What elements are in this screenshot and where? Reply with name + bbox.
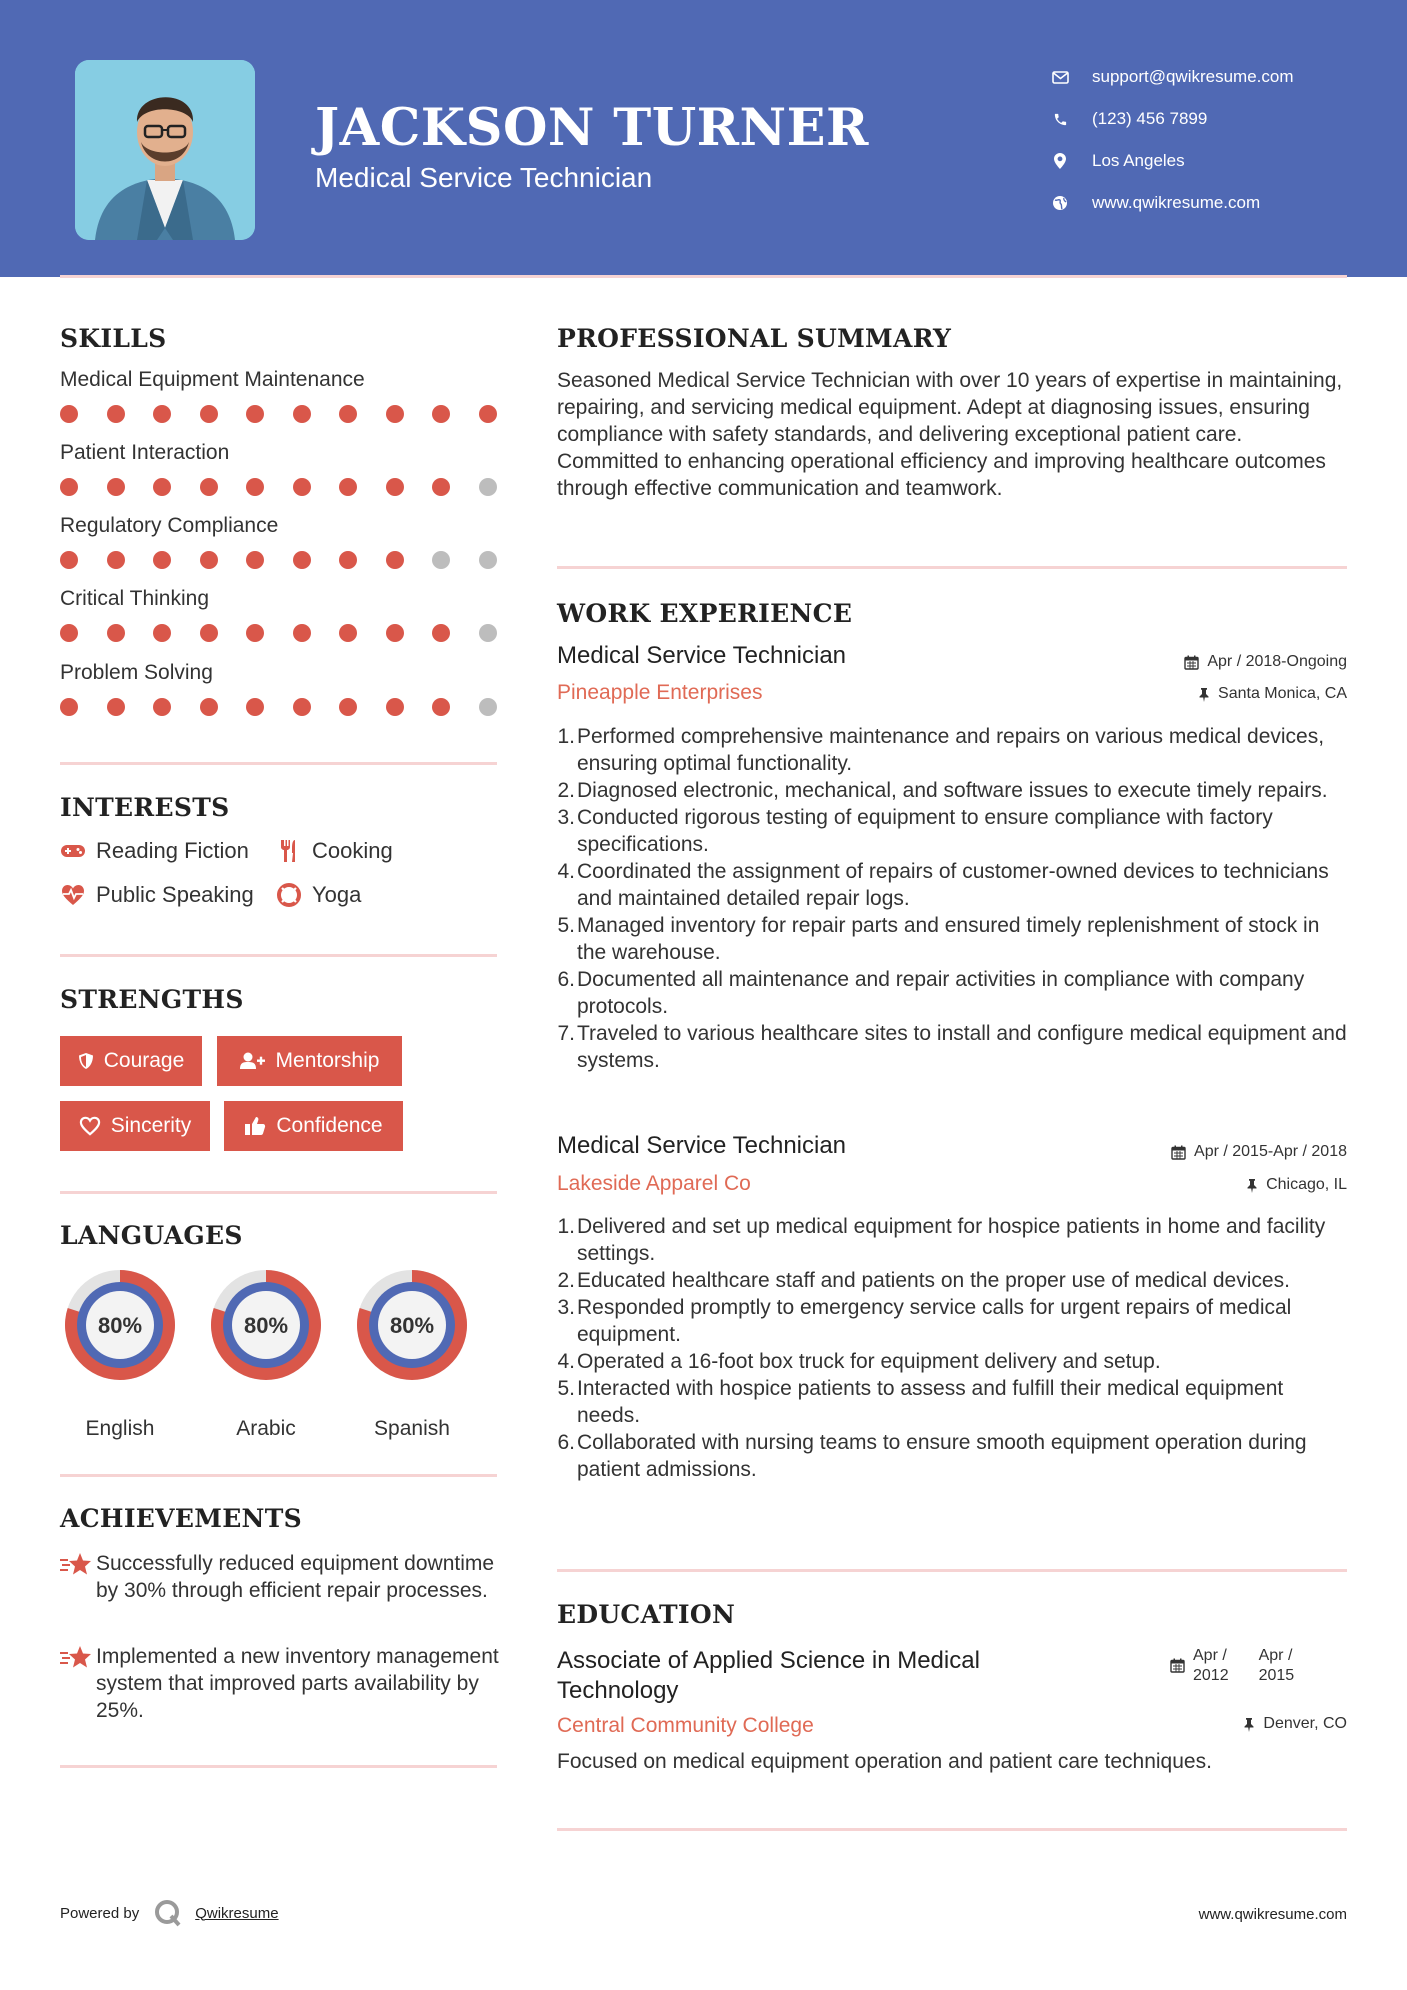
calendar-icon xyxy=(1184,655,1199,670)
pushpin-icon xyxy=(1198,687,1210,702)
achievement-text: Implemented a new inventory management system that improved parts availability by 25%. xyxy=(96,1645,499,1722)
bullet-number: 7. xyxy=(557,1022,575,1045)
candidate-name: JACKSON TURNER xyxy=(315,98,869,158)
heart-icon xyxy=(79,1116,101,1136)
summary-text: Seasoned Medical Service Technician with over 10 years of expertise in maintaining, repairing, and servicing medical equipment. Adept at diagnosing issues, ensuring compliance with safety standards, and delivering exceptional patient care. Committed to enhancing operational efficiency and improving healthcare outcomes through effective communication and teamwork. xyxy=(557,369,1343,500)
summary-title: PROFESSIONAL SUMMARY xyxy=(557,324,952,353)
language-name: English xyxy=(85,1417,155,1440)
job-bullet xyxy=(557,1213,1347,1267)
languages-title: LANGUAGES xyxy=(60,1221,243,1250)
skill-dot-filled xyxy=(386,478,404,496)
language-percent: 80% xyxy=(389,1313,435,1338)
strength-label: Confidence xyxy=(276,1114,383,1137)
job-title: Medical Service Technician xyxy=(557,642,847,669)
phone-icon xyxy=(1050,109,1070,129)
education-start-year: 2012 xyxy=(1193,1667,1229,1684)
bullet-text: Documented all maintenance and repair activities in compliance with company protocols. xyxy=(577,968,1305,1018)
skill-dot-filled xyxy=(293,551,311,569)
achievement-text: Successfully reduced equipment downtime by 30% through efficient repair processes. xyxy=(96,1552,495,1602)
job-location-text: Chicago, IL xyxy=(1266,1176,1347,1193)
strength-badge xyxy=(60,1101,210,1151)
bullet-number: 6. xyxy=(557,968,575,991)
skill-dot-empty xyxy=(432,551,450,569)
skill-dot-filled xyxy=(386,624,404,642)
skill-rating xyxy=(60,478,500,498)
contact-email-text: support@qwikresume.com xyxy=(1092,67,1294,86)
bullet-text: Collaborated with nursing teams to ensure smooth equipment operation during patient admissions. xyxy=(577,1431,1307,1481)
powered-by-text: Powered by xyxy=(60,1904,140,1922)
job-location xyxy=(1246,1176,1347,1194)
strength-label: Sincerity xyxy=(110,1114,192,1137)
strengths-title: STRENGTHS xyxy=(60,985,244,1014)
contact-phone-text: (123) 456 7899 xyxy=(1092,109,1208,128)
candidate-role: Medical Service Technician xyxy=(315,162,653,193)
job-bullets xyxy=(557,1213,1347,1483)
contact-location xyxy=(1050,140,1294,182)
skill-dot-filled xyxy=(293,624,311,642)
bullet-number: 6. xyxy=(557,1431,575,1454)
qwikresume-logo-icon xyxy=(153,1898,183,1928)
shield-icon xyxy=(78,1052,94,1070)
skill-dot-filled xyxy=(432,405,450,423)
school-name: Central Community College xyxy=(557,1714,814,1737)
language-name: Spanish xyxy=(374,1417,450,1440)
profile-photo xyxy=(75,60,255,240)
section-divider xyxy=(557,1828,1347,1831)
skill-dot-filled xyxy=(339,478,357,496)
language-ring xyxy=(350,1263,474,1387)
skill-dot-empty xyxy=(479,698,497,716)
job-dates-text: Apr / 2015-Apr / 2018 xyxy=(1194,1143,1347,1160)
interest-item xyxy=(60,838,249,864)
section-divider xyxy=(557,1569,1347,1572)
education-dates xyxy=(1170,1646,1324,1686)
education-end-year: 2015 xyxy=(1258,1667,1295,1684)
contact-location-text: Los Angeles xyxy=(1092,151,1185,170)
achievements-title: ACHIEVEMENTS xyxy=(60,1504,302,1533)
skill-dot-filled xyxy=(386,405,404,423)
contact-email[interactable] xyxy=(1050,56,1294,98)
skill-dot-empty xyxy=(479,551,497,569)
job-bullet xyxy=(557,1267,1347,1294)
job-bullet xyxy=(557,858,1347,912)
skill-dot-empty xyxy=(479,478,497,496)
bullet-number: 1. xyxy=(557,1215,575,1238)
skill-name: Critical Thinking xyxy=(60,587,209,610)
job-bullet xyxy=(557,723,1347,777)
bullet-text: Delivered and set up medical equipment for hospice patients in home and facility settings. xyxy=(577,1215,1326,1265)
bullet-text: Coordinated the assignment of repairs of customer-owned devices to technicians and maintained detailed repair logs. xyxy=(577,860,1329,910)
bullet-number: 4. xyxy=(557,1350,575,1373)
skill-dot-filled xyxy=(200,405,218,423)
pushpin-icon xyxy=(1243,1717,1255,1732)
interest-item xyxy=(276,882,361,908)
brand-link[interactable]: Qwikresume xyxy=(195,1904,279,1922)
bullet-number: 5. xyxy=(557,1377,575,1400)
skill-dot-filled xyxy=(153,405,171,423)
skill-rating xyxy=(60,624,500,644)
skill-name: Regulatory Compliance xyxy=(60,514,279,537)
skill-dot-filled xyxy=(246,478,264,496)
experience-title: WORK EXPERIENCE xyxy=(557,599,853,628)
bullet-text: Educated healthcare staff and patients on the proper use of medical devices. xyxy=(577,1269,1290,1292)
bullet-number: 3. xyxy=(557,1296,575,1319)
skill-dot-filled xyxy=(60,698,78,716)
skill-dot-filled xyxy=(432,698,450,716)
job-bullet xyxy=(557,1429,1347,1483)
mail-icon xyxy=(1050,67,1070,87)
bullet-number: 1. xyxy=(557,725,575,748)
skill-dot-filled xyxy=(200,624,218,642)
contact-list xyxy=(1050,56,1294,224)
skill-name: Medical Equipment Maintenance xyxy=(60,368,365,391)
skill-dot-filled xyxy=(339,405,357,423)
skill-dot-filled xyxy=(293,405,311,423)
job-bullet xyxy=(557,777,1347,804)
bullet-number: 4. xyxy=(557,860,575,883)
skill-dot-filled xyxy=(107,698,125,716)
job-location xyxy=(1198,685,1347,703)
skill-dot-filled xyxy=(60,405,78,423)
bullet-number: 5. xyxy=(557,914,575,937)
skill-dot-filled xyxy=(107,624,125,642)
education-start-month: Apr / xyxy=(1193,1647,1227,1664)
user-plus-icon xyxy=(240,1052,266,1070)
job-bullet xyxy=(557,966,1347,1020)
job-bullet xyxy=(557,912,1347,966)
achievement-item xyxy=(60,1550,500,1604)
contact-website-text: www.qwikresume.com xyxy=(1092,193,1261,212)
interest-label: Yoga xyxy=(312,882,362,907)
skill-name: Patient Interaction xyxy=(60,441,230,464)
education-description: Focused on medical equipment operation and patient care techniques. xyxy=(557,1750,1212,1773)
skill-dot-filled xyxy=(60,478,78,496)
star-award-icon xyxy=(60,1550,96,1604)
strength-label: Mentorship xyxy=(275,1049,380,1072)
skill-dot-filled xyxy=(246,551,264,569)
skill-dot-filled xyxy=(339,698,357,716)
strength-badge xyxy=(217,1036,402,1086)
job-bullet xyxy=(557,1020,1347,1074)
skill-rating xyxy=(60,405,500,425)
language-name: Arabic xyxy=(236,1417,296,1440)
skill-dot-empty xyxy=(479,624,497,642)
degree-title: Associate of Applied Science in Medical Technology xyxy=(557,1647,980,1704)
skill-dot-filled xyxy=(60,624,78,642)
header-divider xyxy=(60,275,1347,278)
interest-item xyxy=(60,882,254,908)
thumbs-up-icon xyxy=(244,1116,266,1136)
bullet-text: Managed inventory for repair parts and ensured timely replenishment of stock in the warehouse. xyxy=(577,914,1320,964)
skill-dot-filled xyxy=(153,478,171,496)
education-end xyxy=(1259,1646,1295,1686)
section-divider xyxy=(60,762,497,765)
job-bullets xyxy=(557,723,1347,1074)
skill-dot-filled xyxy=(339,624,357,642)
skill-dot-filled xyxy=(246,698,264,716)
pushpin-icon xyxy=(1246,1178,1258,1193)
job-dates-text: Apr / 2018-Ongoing xyxy=(1207,653,1347,670)
skill-dot-filled xyxy=(153,698,171,716)
language-ring xyxy=(204,1263,328,1387)
job-bullet xyxy=(557,1375,1347,1429)
company-name: Lakeside Apparel Co xyxy=(557,1172,751,1195)
calendar-icon xyxy=(1171,1145,1186,1160)
language-item xyxy=(350,1263,474,1440)
globe-icon xyxy=(1050,193,1070,213)
bullet-text: Performed comprehensive maintenance and repairs on various medical devices, ensuring optimal functionality. xyxy=(577,725,1325,775)
interest-label: Public Speaking xyxy=(96,882,254,907)
skill-dot-filled xyxy=(153,551,171,569)
interest-label: Reading Fiction xyxy=(96,838,249,863)
job-dates xyxy=(1184,653,1347,671)
language-ring xyxy=(58,1263,182,1387)
job-dates xyxy=(1171,1143,1347,1161)
bullet-number: 3. xyxy=(557,806,575,829)
skill-dot-filled xyxy=(293,478,311,496)
bullet-text: Traveled to various healthcare sites to install and configure medical equipment and systems. xyxy=(577,1022,1347,1072)
header-banner xyxy=(0,0,1407,277)
location-pin-icon xyxy=(1050,151,1070,171)
bullet-text: Responded promptly to emergency service calls for urgent repairs of medical equipment. xyxy=(577,1296,1292,1346)
skill-dot-filled xyxy=(339,551,357,569)
skill-dot-filled xyxy=(60,551,78,569)
skill-dot-filled xyxy=(107,551,125,569)
gamepad-icon xyxy=(60,839,86,863)
bullet-number: 2. xyxy=(557,1269,575,1292)
language-item xyxy=(204,1263,328,1440)
language-percent: 80% xyxy=(243,1313,289,1338)
section-divider xyxy=(60,1474,497,1477)
skill-dot-filled xyxy=(200,478,218,496)
skill-dot-filled xyxy=(200,551,218,569)
section-divider xyxy=(60,954,497,957)
strength-badge xyxy=(224,1101,403,1151)
education-start xyxy=(1193,1646,1229,1686)
bullet-text: Operated a 16-foot box truck for equipment delivery and setup. xyxy=(577,1350,1161,1373)
skill-rating xyxy=(60,698,500,718)
section-divider xyxy=(60,1765,497,1768)
skills-title: SKILLS xyxy=(60,324,167,353)
skill-dot-filled xyxy=(432,624,450,642)
company-name: Pineapple Enterprises xyxy=(557,681,763,704)
skill-name: Problem Solving xyxy=(60,661,213,684)
education-title: EDUCATION xyxy=(557,1600,736,1629)
skill-dot-filled xyxy=(153,624,171,642)
job-location-text: Santa Monica, CA xyxy=(1218,685,1347,702)
skill-rating xyxy=(60,551,500,571)
skill-dot-filled xyxy=(107,478,125,496)
bullet-text: Conducted rigorous testing of equipment to ensure compliance with factory specifications. xyxy=(577,806,1273,856)
footer-website[interactable]: www.qwikresume.com xyxy=(1198,1906,1347,1923)
lifebuoy-icon xyxy=(276,883,302,907)
footer-powered-by xyxy=(60,1898,279,1928)
strength-badge xyxy=(60,1036,202,1086)
skill-dot-filled xyxy=(293,698,311,716)
education-end-month: Apr / xyxy=(1258,1647,1293,1664)
skill-dot-filled xyxy=(200,698,218,716)
skill-dot-filled xyxy=(246,405,264,423)
contact-phone[interactable] xyxy=(1050,98,1294,140)
bullet-text: Diagnosed electronic, mechanical, and software issues to execute timely repairs. xyxy=(577,779,1328,802)
skill-dot-filled xyxy=(479,405,497,423)
star-award-icon xyxy=(60,1643,96,1724)
bullet-text: Interacted with hospice patients to assess and fulfill their medical equipment needs. xyxy=(577,1377,1284,1427)
strength-label: Courage xyxy=(103,1049,185,1072)
interest-item xyxy=(276,838,393,864)
skill-dot-filled xyxy=(246,624,264,642)
section-divider xyxy=(60,1191,497,1194)
skill-dot-filled xyxy=(386,551,404,569)
contact-website[interactable] xyxy=(1050,182,1294,224)
education-location-text: Denver, CO xyxy=(1263,1715,1347,1732)
job-title: Medical Service Technician xyxy=(557,1132,847,1159)
language-percent: 80% xyxy=(97,1313,143,1338)
skill-dot-filled xyxy=(386,698,404,716)
skill-dot-filled xyxy=(432,478,450,496)
achievement-item xyxy=(60,1643,500,1724)
job-bullet xyxy=(557,804,1347,858)
section-divider xyxy=(557,566,1347,569)
language-item xyxy=(58,1263,182,1440)
heartbeat-icon xyxy=(60,883,86,907)
skill-dot-filled xyxy=(107,405,125,423)
education-location xyxy=(1243,1715,1347,1733)
interests-title: INTERESTS xyxy=(60,793,230,822)
job-bullet xyxy=(557,1294,1347,1348)
job-bullet xyxy=(557,1348,1347,1375)
calendar-icon xyxy=(1170,1646,1185,1686)
utensils-icon xyxy=(276,839,302,863)
interest-label: Cooking xyxy=(312,838,393,863)
bullet-number: 2. xyxy=(557,779,575,802)
